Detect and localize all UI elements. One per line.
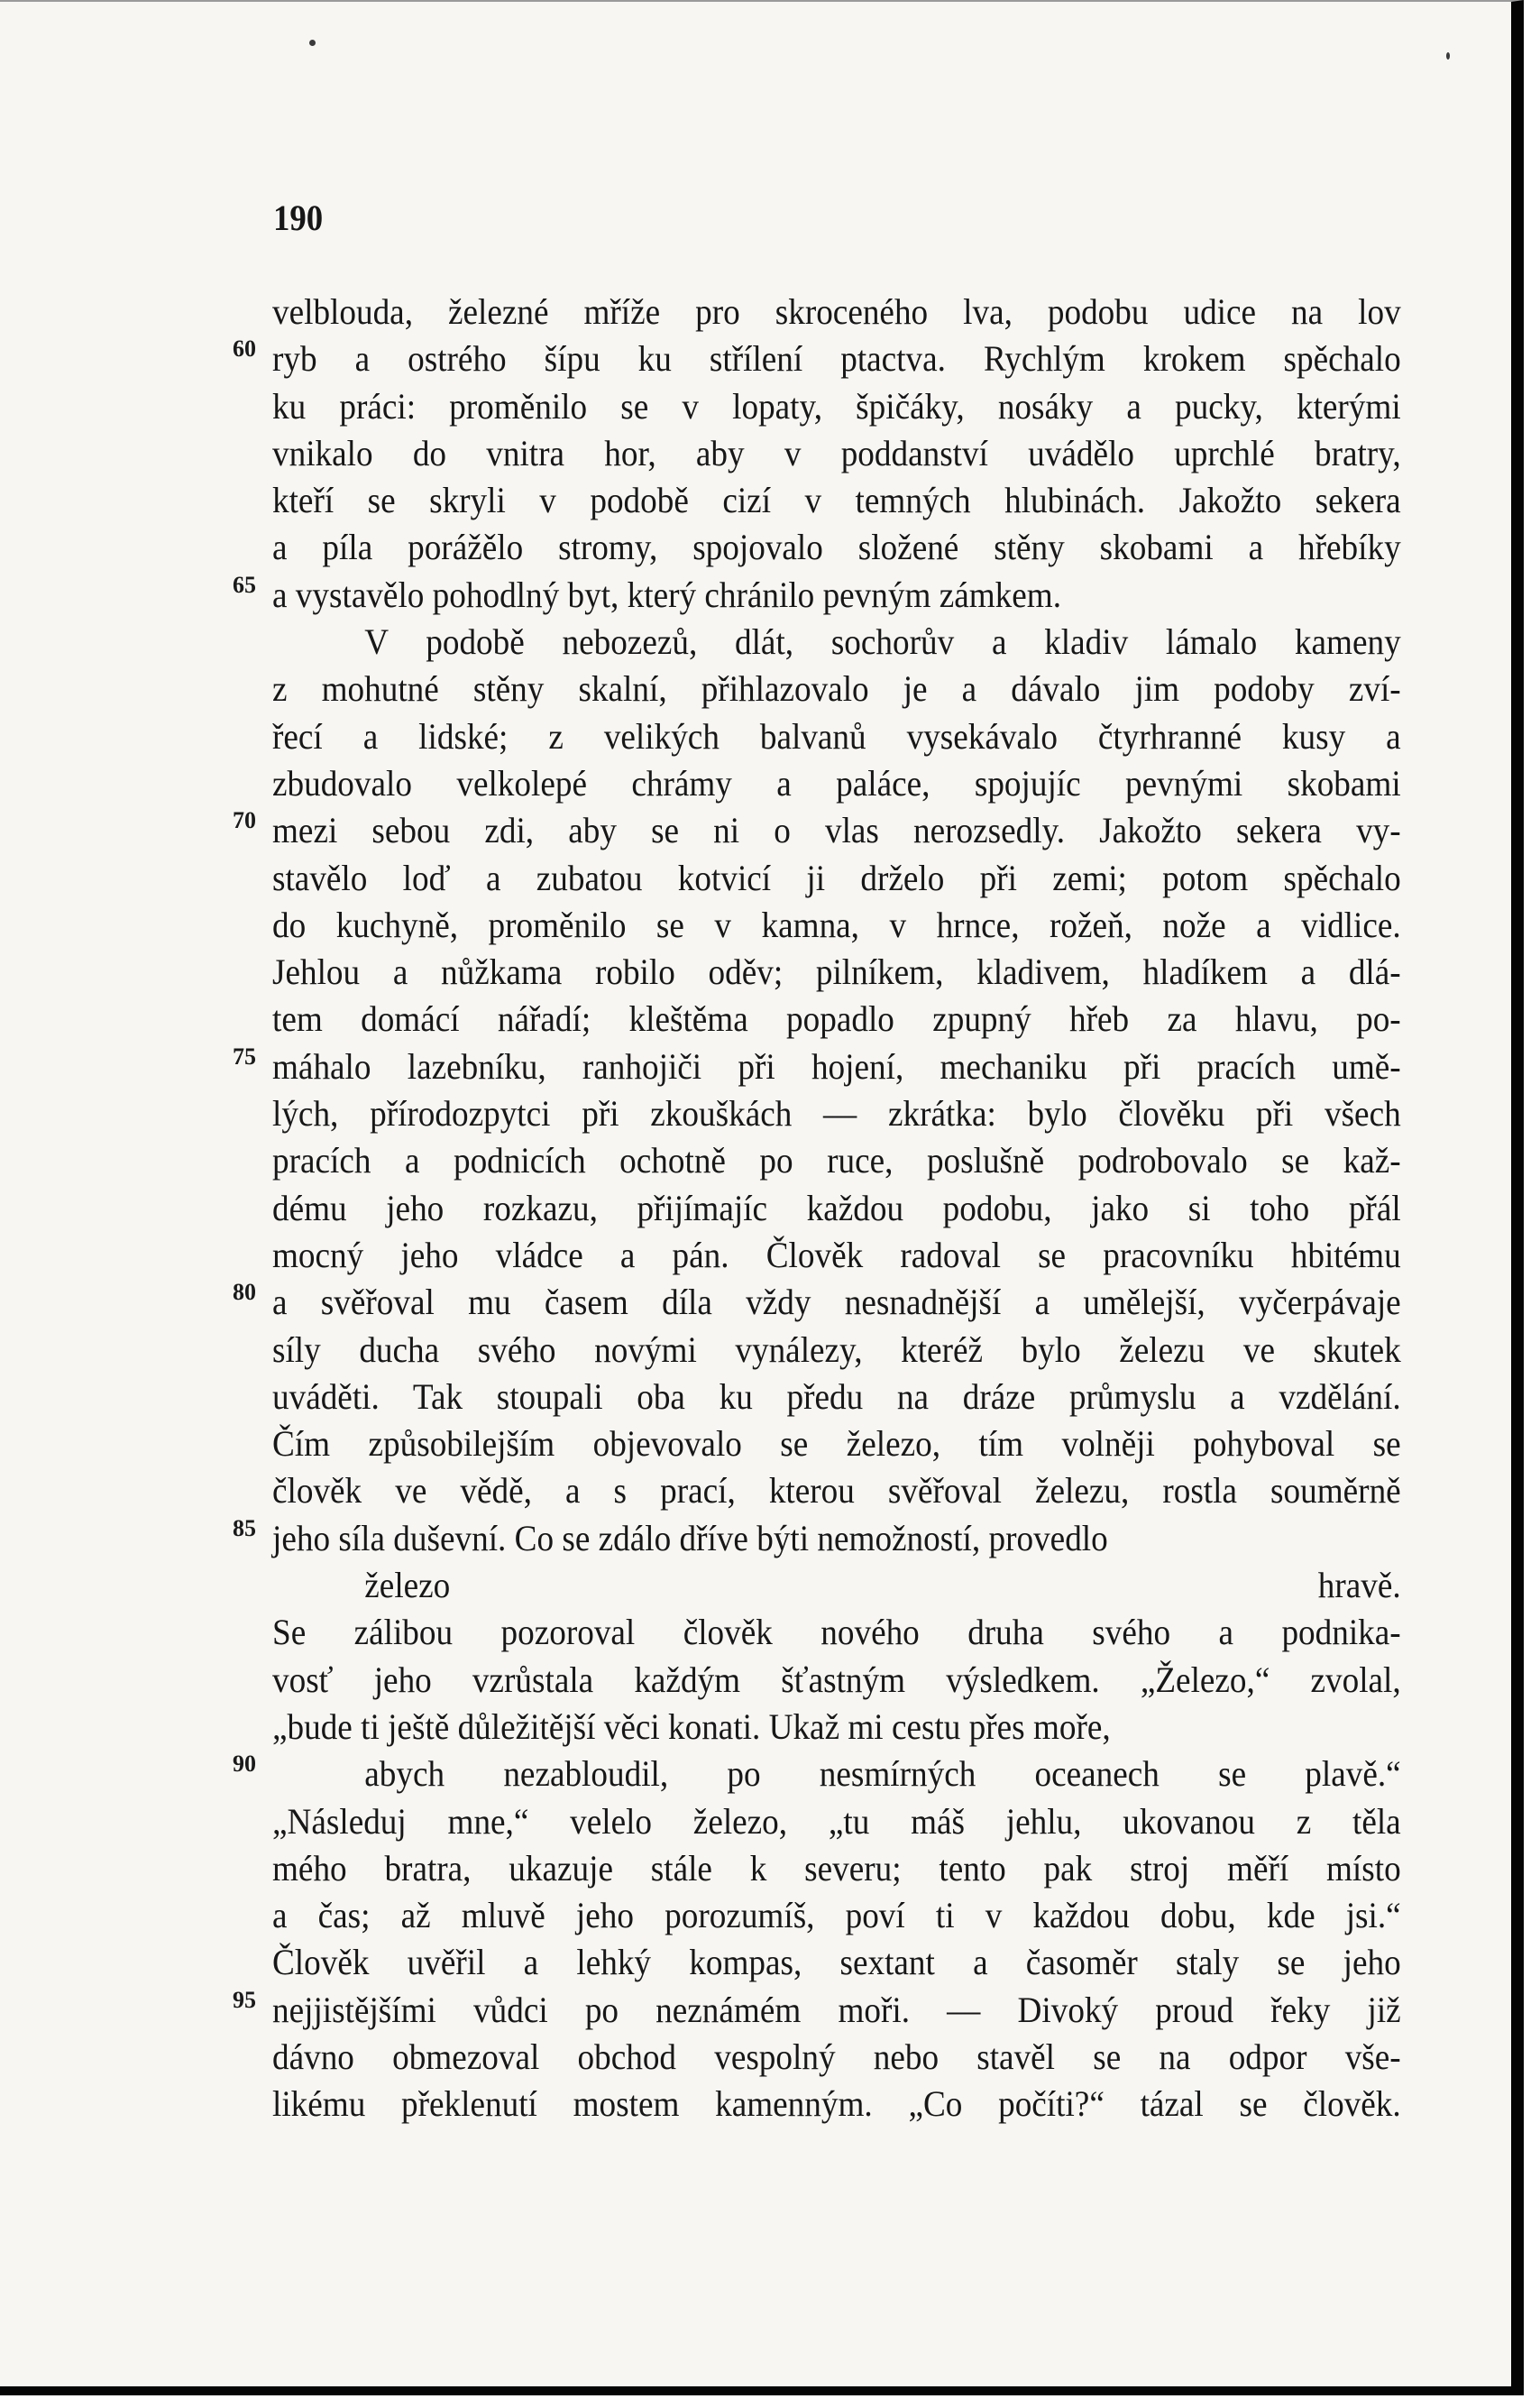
line-number: 65	[233, 571, 256, 598]
text-line: 95 nejjistějšími vůdci po neznámém moři. — Divoký proud řeky již	[233, 1986, 1401, 2030]
text-line: lých, přírodozpytci při zkouškách — zkrátka: bylo člověku při všech	[272, 1093, 1401, 1135]
line-number: 90	[233, 1751, 256, 1778]
ink-speck	[309, 40, 316, 46]
text-line: ku práci: proměnilo se v lopaty, špičáky, nosáky a pucky, kterými	[272, 385, 1401, 427]
line-number: 70	[233, 807, 256, 834]
text-line: vosť jeho vzrůstala každým šťastným výsledkem. „Železo,“ zvolal,	[272, 1659, 1401, 1700]
body-text	[233, 289, 1401, 2128]
text-line: kteří se skryli v podobě cizí v temných hlubinách. Jakožto sekera	[272, 480, 1401, 521]
text-line: tem domácí nářadí; kleštěma popadlo zpupný hřeb za hlavu, po-	[272, 998, 1401, 1040]
text-line: 90 abych nezabloudil, po nesmírných oceanech se plavě.“	[233, 1751, 1401, 1795]
text-line: dávno obmezoval obchod vespolný nebo stavěl se na odpor vše-	[272, 2036, 1401, 2077]
text-line: Se zálibou pozoroval člověk nového druha svého a podnika-	[272, 1612, 1401, 1653]
text-line: Čím způsobilejším objevovalo se železo, tím volněji pohyboval se	[272, 1423, 1401, 1465]
line-number: 85	[233, 1514, 256, 1541]
text-line: 65 a vystavělo pohodlný byt, který chránilo pevným zámkem.	[233, 571, 1062, 615]
text-line: a čas; až mluvě jeho porozumíš, poví ti v každou dobu, kde jsi.“	[272, 1895, 1401, 1936]
text-line: V podobě nebozezů, dlát, sochorův a kladiv lámalo kameny	[364, 621, 1401, 663]
text-line: mého bratra, ukazuje stále k severu; tento pak stroj měří místo	[272, 1847, 1401, 1889]
text-line: Člověk uvěřil a lehký kompas, sextant a časoměr staly se jeho	[272, 1942, 1401, 1983]
text-line: 85 jeho síla duševní. Co se zdálo dříve býti nemožností, provedlo	[233, 1514, 1108, 1558]
text-line: dému jeho rozkazu, přijímajíc každou podobu, jako si toho přál	[272, 1187, 1401, 1228]
text-line: mocný jeho vládce a pán. Člověk radoval se pracovníku hbitému	[272, 1234, 1401, 1275]
line-number: 95	[233, 1986, 256, 2013]
text-line: likému překlenutí mostem kamenným. „Co počíti?“ tázal se člověk.	[272, 2083, 1401, 2125]
text-line: pracích a podnicích ochotně po ruce, poslušně podrobovalo se kaž-	[272, 1140, 1401, 1181]
text-line: 80 a svěřoval mu časem díla vždy nesnadnější a umělejší, vyčerpávaje	[233, 1279, 1401, 1323]
text-line: 75 máhalo lazebníku, ranhojiči při hojení, mechaniku při pracích umě-	[233, 1043, 1401, 1087]
text-line: člověk ve vědě, a s prací, kterou svěřoval železu, rostla souměrně	[272, 1470, 1401, 1512]
text-line: a píla porážělo stromy, spojovalo složené stěny skobami a hřebíky	[272, 527, 1401, 568]
text-line: do kuchyně, proměnilo se v kamna, v hrnce, rožeň, nože a vidlice.	[272, 904, 1401, 945]
text-line: 70 mezi sebou zdi, aby se ni o vlas nerozsedly. Jakožto sekera vy-	[233, 807, 1401, 851]
text-line: 60 ryb a ostrého šípu ku střílení ptactva. Rychlým krokem spěchalo	[233, 335, 1401, 380]
text-line: řecí a lidské; z velikých balvanů vysekávalo čtyrhranné kusy a	[272, 715, 1401, 757]
line-number: 75	[233, 1043, 256, 1070]
text-line: železo hravě.	[364, 1565, 1401, 1606]
text-line: síly ducha svého novými vynálezy, kteréž bylo železu ve skutek	[272, 1328, 1401, 1370]
ink-speck	[1446, 52, 1450, 60]
text-line: zbudovalo velkolepé chrámy a paláce, spojujíc pevnými skobami	[272, 762, 1401, 804]
line-number: 60	[233, 335, 256, 363]
line-number: 80	[233, 1279, 256, 1306]
text-line: Jehlou a nůžkama robilo oděv; pilníkem, kladivem, hladíkem a dlá-	[272, 951, 1401, 993]
text-line: z mohutné stěny skalní, přihlazovalo je a dávalo jim podoby zví-	[272, 668, 1401, 710]
text-line: uváděti. Tak stoupali oba ku předu na dráze průmyslu a vzdělání.	[272, 1375, 1401, 1417]
text-line: velblouda, železné mříže pro skroceného lva, podobu udice na lov	[272, 291, 1401, 332]
page-number: 190	[273, 198, 324, 238]
text-line: stavělo loď a zubatou kotvicí ji drželo při zemi; potom spěchalo	[272, 857, 1401, 898]
text-line: vnikalo do vnitra hor, aby v poddanství uvádělo uprchlé bratry,	[272, 432, 1401, 473]
text-line: „bude ti ještě důležitější věci konati. Ukaž mi cestu přes moře,	[272, 1705, 1111, 1747]
text-line: „Následuj mne,“ velelo železo, „tu máš jehlu, ukovanou z těla	[272, 1800, 1401, 1842]
